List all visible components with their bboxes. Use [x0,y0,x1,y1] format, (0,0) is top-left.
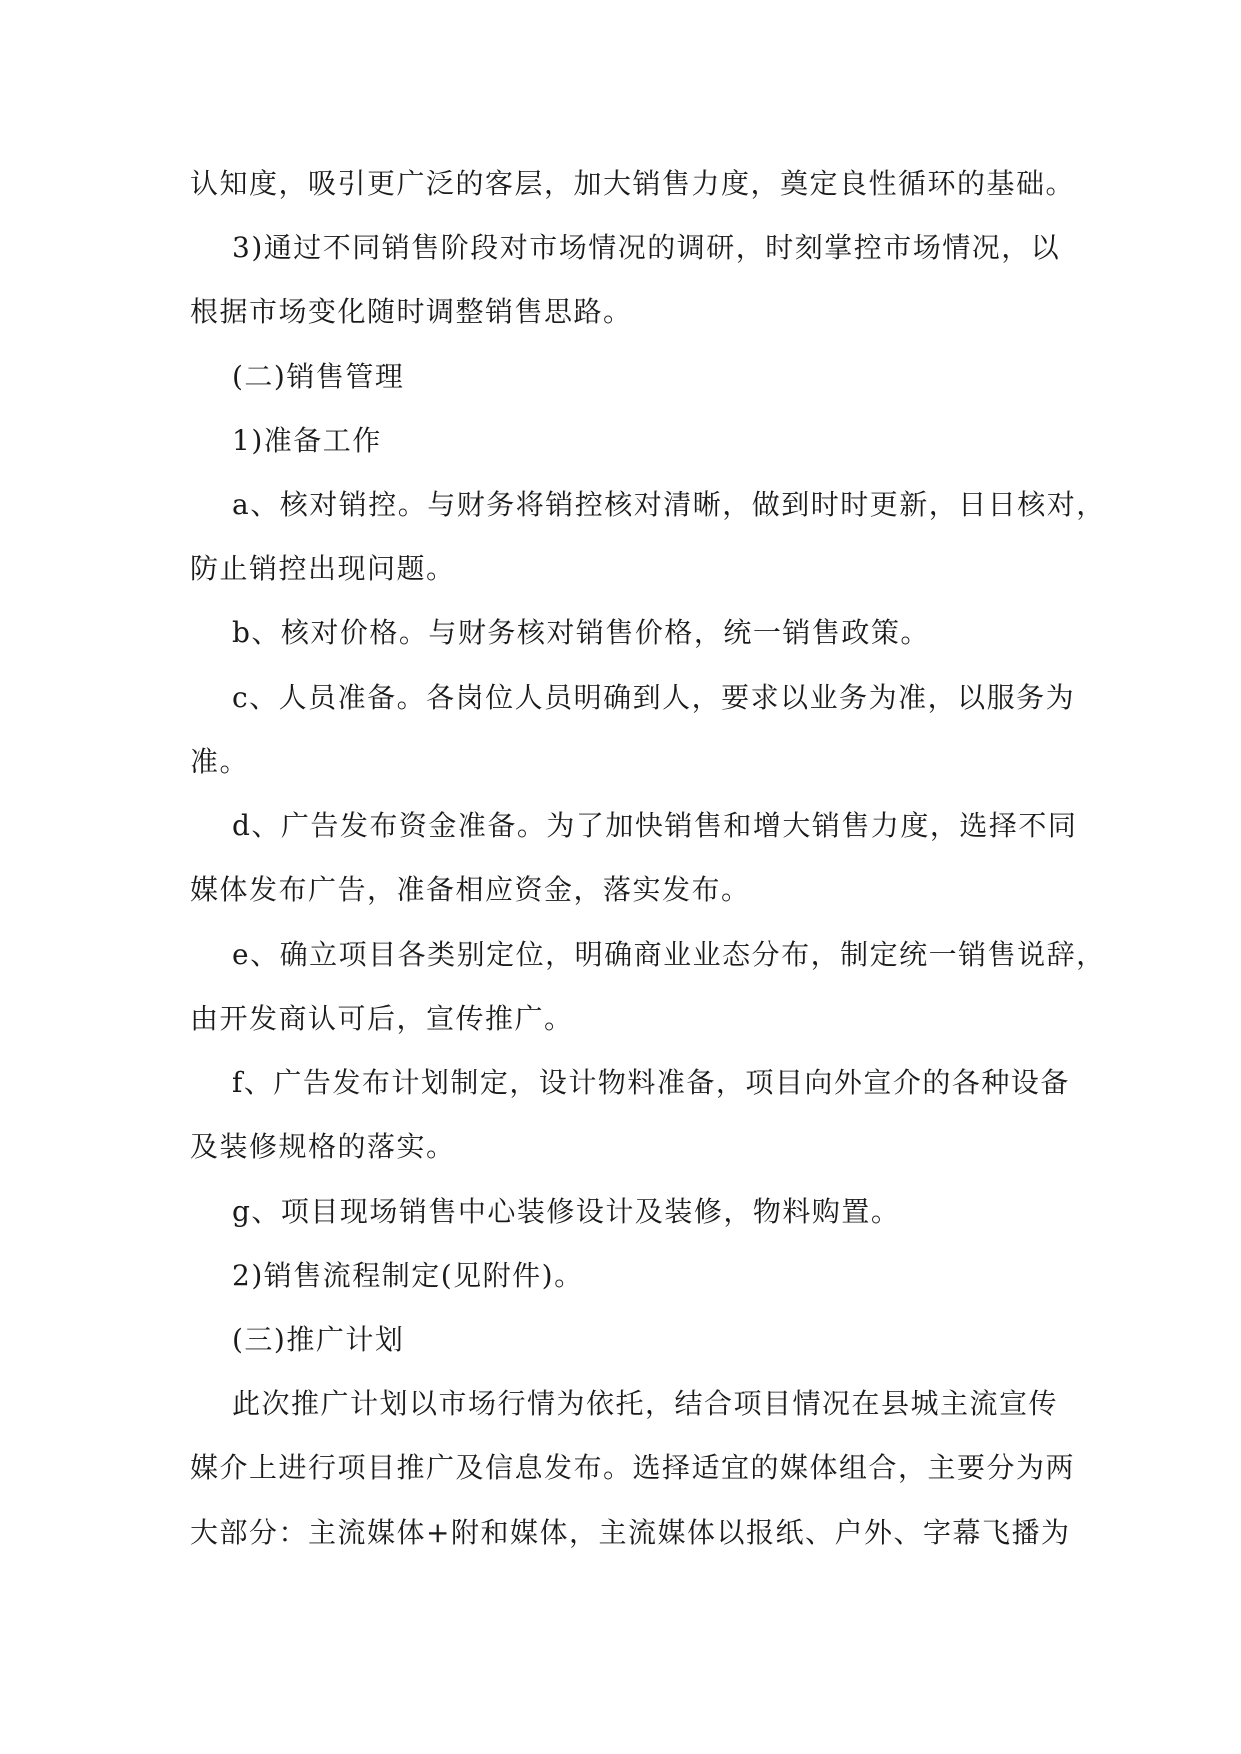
text-line: a、核对销控。与财务将销控核对清晰，做到时时更新，日日核对， [232,488,1106,521]
text-line: 3)通过不同销售阶段对市场情况的调研，时刻掌控市场情况，以 [232,231,1061,264]
text-line: c、人员准备。各岗位人员明确到人，要求以业务为准，以服务为 [232,681,1076,714]
text-line: e、确立项目各类别定位，明确商业业态分布，制定统一销售说辞， [232,938,1106,971]
text-line: 大部分：主流媒体+附和媒体，主流媒体以报纸、户外、字幕飞播为 [190,1516,1071,1549]
text-line: b、核对价格。与财务核对销售价格，统一销售政策。 [232,616,930,649]
text-line: 准。 [190,745,250,778]
text-line: 防止销控出现问题。 [190,552,456,585]
text-line: g、项目现场销售中心装修设计及装修，物料购置。 [232,1195,901,1228]
text-line: 认知度，吸引更广泛的客层，加大销售力度，奠定良性循环的基础。 [190,167,1076,200]
subsection-heading: 1)准备工作 [232,424,382,457]
text-line: 此次推广计划以市场行情为依托，结合项目情况在县城主流宣传 [232,1387,1059,1420]
text-line: d、广告发布资金准备。为了加快销售和增大销售力度，选择不同 [232,809,1078,842]
text-line: 根据市场变化随时调整销售思路。 [190,295,633,328]
text-line: f、广告发布计划制定，设计物料准备，项目向外宣介的各种设备 [232,1066,1070,1099]
text-line: 2)销售流程制定(见附件)。 [232,1259,584,1292]
text-line: 媒体发布广告，准备相应资金，落实发布。 [190,873,751,906]
text-line: 及装修规格的落实。 [190,1130,456,1163]
text-line: 媒介上进行项目推广及信息发布。选择适宜的媒体组合，主要分为两 [190,1451,1076,1484]
section-heading: (三)推广计划 [232,1323,405,1356]
text-line: 由开发商认可后，宣传推广。 [190,1002,574,1035]
section-heading: (二)销售管理 [232,360,405,393]
